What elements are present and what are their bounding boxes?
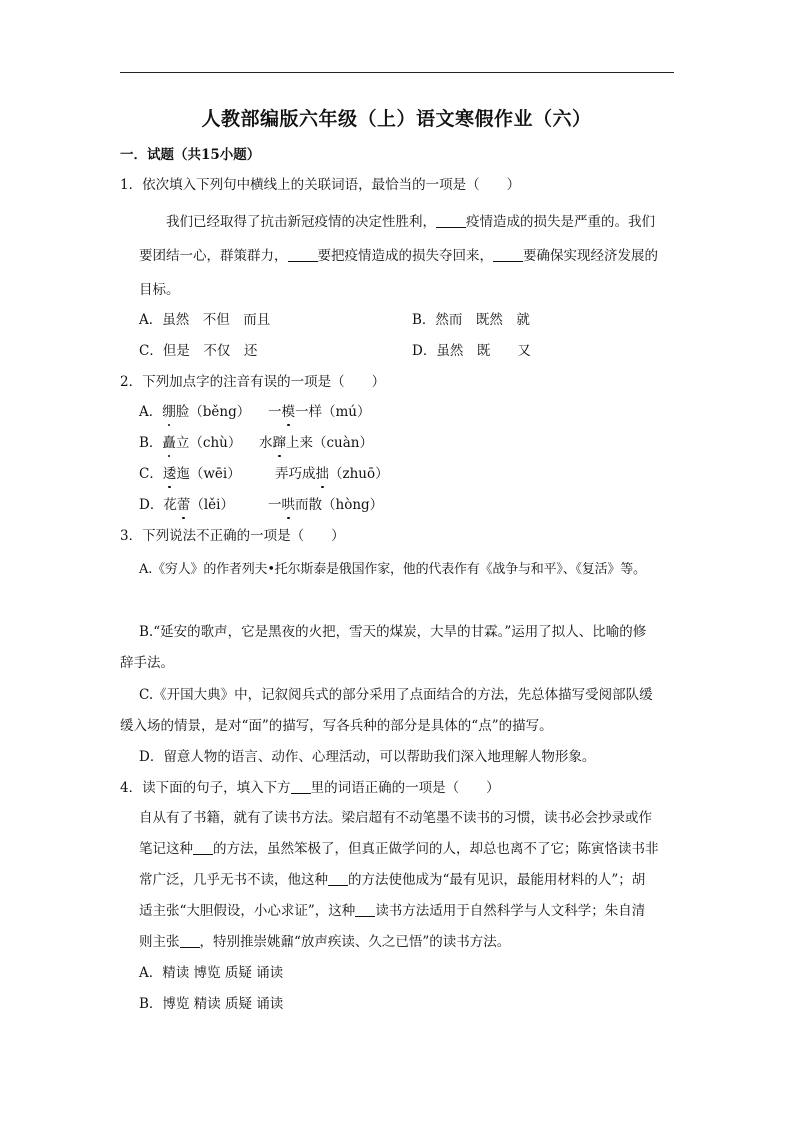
q1-option-b: B．然而 既然 就 bbox=[412, 312, 530, 328]
q2-option-a-word-2 bbox=[268, 402, 371, 422]
section-prefix: 一．试题（共 bbox=[120, 147, 201, 163]
q1-text: 要确保实现经济发展的 bbox=[523, 248, 658, 264]
q4-passage-line-1: 自从有了书籍，就有了读书方法。梁启超有不动笔墨不读书的习惯，读书必会抄录或作 bbox=[139, 810, 652, 826]
q4-text: 笔记这种 bbox=[139, 841, 193, 857]
q4-text: 的方法使他成为“最有见识，最能用材料的人”；胡 bbox=[348, 872, 646, 888]
dotted-char: 蕾 bbox=[176, 497, 191, 513]
q1-passage-line-1 bbox=[166, 212, 655, 232]
q4-stem bbox=[120, 778, 500, 798]
word-text: 水 bbox=[259, 435, 273, 451]
word-text: 一样（mú） bbox=[295, 404, 371, 420]
q4-stem-blank bbox=[291, 779, 311, 794]
dotted-char: 哄 bbox=[281, 497, 295, 513]
word-text: 弄巧成 bbox=[275, 466, 316, 482]
section-count: 15 bbox=[201, 147, 220, 163]
word-text: 一 bbox=[268, 404, 282, 420]
q4-blank-3 bbox=[355, 902, 375, 917]
q3-option-b-line-2: 辞手法。 bbox=[120, 655, 174, 671]
q4-text: 的方法，虽然笨极了，但真正做学问的人，却总也离不了它；陈寅恪读书非 bbox=[213, 841, 659, 857]
word-text: （zhuō） bbox=[329, 466, 389, 482]
q4-passage-line-3 bbox=[139, 870, 645, 890]
q1-option-d: D．虽然 既 又 bbox=[412, 343, 531, 359]
q4-blank-2 bbox=[328, 871, 348, 886]
page-title: 人教部编版六年级（上）语文寒假作业（六） bbox=[201, 108, 592, 130]
dotted-char: 拙 bbox=[315, 466, 329, 482]
word-text: 一 bbox=[268, 497, 282, 513]
option-label: A． bbox=[139, 404, 163, 420]
q4-blank-1 bbox=[193, 840, 213, 855]
dotted-char: 逶 bbox=[162, 466, 177, 482]
header-rule bbox=[120, 72, 674, 73]
q2-option-b bbox=[139, 433, 241, 453]
q4-passage-line-2 bbox=[139, 839, 659, 859]
q3-option-d: D．留意人物的语言、动作、心理活动，可以帮助我们深入地理解人物形象。 bbox=[139, 749, 596, 765]
q1-text: 要把疫情造成的损失夺回来， bbox=[317, 248, 493, 264]
q4-text: 则主张 bbox=[139, 934, 180, 950]
q1-blank-3 bbox=[493, 247, 523, 262]
section-suffix: 小题） bbox=[219, 147, 261, 163]
word-text: 脸（běng） bbox=[175, 404, 251, 420]
q1-blank-1 bbox=[436, 213, 466, 228]
q3-option-a: A.《穷人》的作者列夫•托尔斯泰是俄国作家，他的代表作有《战争与和平》、《复活》等。 bbox=[139, 562, 646, 577]
dotted-char: 绷 bbox=[162, 404, 176, 420]
word-text: 迤（wēi） bbox=[176, 466, 241, 482]
q2-stem: 2．下列加点字的注音有误的一项是（ ） bbox=[120, 374, 386, 390]
q4-blank-4 bbox=[180, 933, 200, 948]
q3-option-c-line-2: 缓入场的情景，是对“面”的描写，写各兵种的部分是具体的“点”的描写。 bbox=[120, 718, 553, 734]
q1-text: 我们已经取得了抗击新冠疫情的决定性胜利， bbox=[166, 214, 436, 230]
q4-text: 常广泛，几乎无书不读，他这种 bbox=[139, 872, 328, 888]
q4-text: 里的词语正确的一项是（ ） bbox=[310, 780, 500, 796]
dotted-char: 模 bbox=[281, 404, 295, 420]
dotted-char: 蹿 bbox=[272, 435, 286, 451]
q4-option-b: B．博览 精读 质疑 诵读 bbox=[139, 996, 284, 1012]
word-text: 上来（cuàn） bbox=[286, 435, 373, 451]
word-text: 立（chù） bbox=[175, 435, 242, 451]
q4-option-a: A．精读 博览 质疑 诵读 bbox=[139, 965, 284, 981]
q1-passage-line-3: 目标。 bbox=[139, 282, 180, 298]
q4-text: 读书方法适用于自然科学与人文科学；朱自清 bbox=[375, 903, 646, 919]
dotted-char: 矗 bbox=[162, 435, 176, 451]
word-text: 而散（hòng） bbox=[295, 497, 384, 513]
q2-option-d-word-2 bbox=[268, 495, 383, 515]
q1-option-a: A．虽然 不但 而且 bbox=[139, 312, 271, 328]
q2-option-c-word-2 bbox=[275, 464, 389, 484]
q2-option-a bbox=[139, 402, 250, 422]
option-label: B． bbox=[139, 435, 163, 451]
q2-option-b-word-2 bbox=[259, 433, 373, 453]
q1-text: 要团结一心，群策群力， bbox=[139, 248, 288, 264]
q1-blank-2 bbox=[288, 247, 318, 262]
q4-text: 适主张“大胆假设，小心求证”，这种 bbox=[139, 903, 356, 919]
option-label: C． bbox=[139, 466, 163, 482]
q1-passage-line-2 bbox=[139, 246, 658, 266]
q3-option-b-line-1: B.“延安的歌声，它是黑夜的火把，雪天的煤炭，大旱的甘霖。”运用了拟人、比喻的修 bbox=[139, 624, 647, 640]
section-heading bbox=[120, 145, 260, 165]
q3-option-c-line-1: C.《开国大典》中，记叙阅兵式的部分采用了点面结合的方法，先总体描写受阅部队缓 bbox=[139, 687, 653, 703]
q1-text: 疫情造成的损失是严重的。我们 bbox=[466, 214, 655, 230]
q1-stem: 1．依次填入下列句中横线上的关联词语，最恰当的一项是（ ） bbox=[120, 177, 521, 193]
q2-option-d bbox=[139, 495, 234, 515]
q4-passage-line-5 bbox=[139, 932, 510, 952]
q1-option-c: C．但是 不仅 还 bbox=[139, 343, 258, 359]
word-text: （lěi） bbox=[190, 497, 234, 513]
word-text: 花 bbox=[163, 497, 177, 513]
q4-passage-line-4 bbox=[139, 901, 645, 921]
q4-text: 4．读下面的句子，填入下方 bbox=[120, 780, 291, 796]
option-label: D． bbox=[139, 497, 164, 513]
q2-option-c bbox=[139, 464, 241, 484]
q3-stem: 3．下列说法不正确的一项是（ ） bbox=[120, 528, 345, 544]
q4-text: ，特别推崇姚鼐“放声疾读、久之已悟”的读书方法。 bbox=[199, 934, 511, 950]
